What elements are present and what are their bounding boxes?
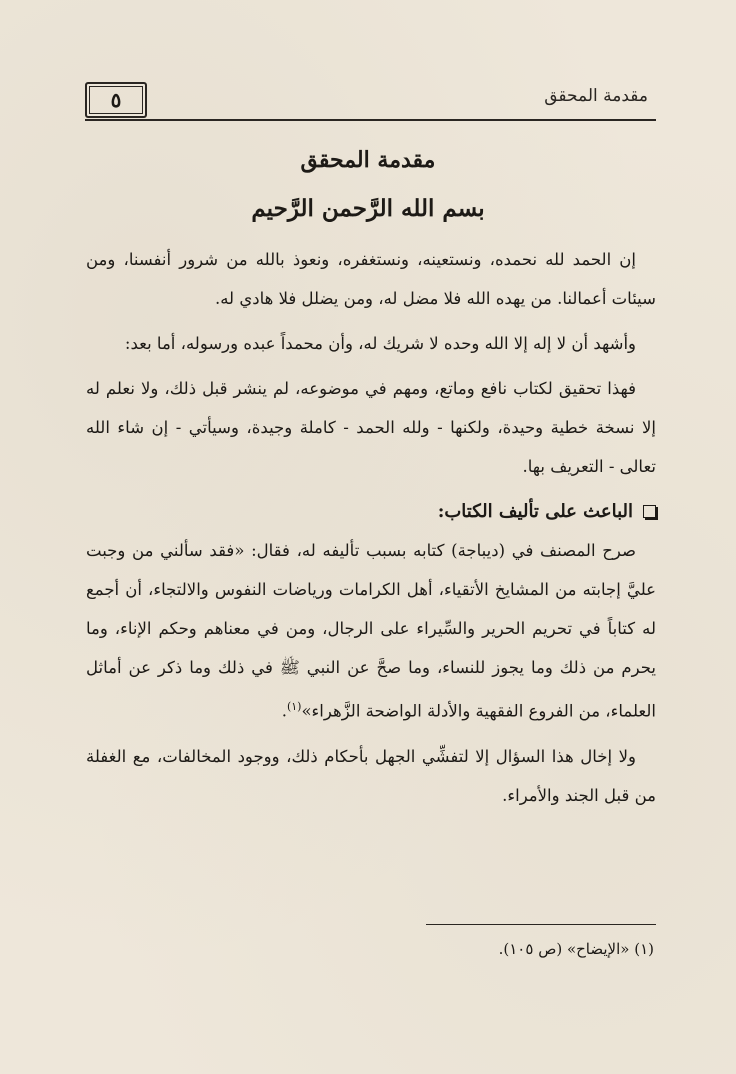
footnote: (١) «الإيضاح» (ص ١٠٥). bbox=[498, 940, 654, 958]
section-heading bbox=[86, 492, 656, 531]
section-paragraph-2: ولا إخال هذا السؤال إلا لتفشِّي الجهل بأحكام ذلك، ووجود المخالفات، مع الغفلة من قبل الجند والأمراء. bbox=[86, 746, 656, 805]
footnote-rule bbox=[426, 924, 656, 925]
body-text bbox=[86, 240, 656, 821]
header-rule bbox=[85, 119, 656, 121]
paragraph-3: فهذا تحقيق لكتاب نافع وماتع، ومهم في موضوعه، لم ينشر قبل ذلك، ولا نعلم له إلا نسخة خطية وحيدة، ولكنها - ولله الحمد - كاملة وجيدة، وسيأتي - إن شاء الله تعالى - التعريف بها. bbox=[86, 379, 656, 476]
chapter-title: مقدمة المحقق bbox=[300, 147, 436, 173]
section-paragraph-1-text: صرح المصنف في (ديباجة) كتابه بسبب تأليفه له، فقال: «فقد سألني من وجبت عليَّ إجابته من المشايخ الأتقياء، أهل الكرامات ورياضات النفوس والالتجاء، أن أجمع له كتاباً في تحريم الحرير والسِّيراء على الرجال، ومن في معناهم وحكم الإناء، وما يحرم من ذلك وما يجوز للنساء، وما صحَّ عن النبي ﷺ في ذلك وما ذكر عن أماثل العلماء، من الفروع الفقهية والأدلة الواضحة الزَّهراء» bbox=[86, 541, 656, 721]
paragraph-1: إن الحمد لله نحمده، ونستعينه، ونستغفره، ونعوذ بالله من شرور أنفسنا، ومن سيئات أعمالنا. من يهده الله فلا مضل له، ومن يضلل فلا هادي له. bbox=[86, 250, 656, 308]
footnote-ref: (١) bbox=[286, 700, 302, 713]
section-heading-text: الباعث على تأليف الكتاب: bbox=[437, 501, 633, 522]
paragraph-2: وأشهد أن لا إله إلا الله وحده لا شريك له، وأن محمداً عبده ورسوله، أما بعد: bbox=[124, 334, 636, 353]
section-paragraph-1: صرح المصنف في (ديباجة) كتابه بسبب تأليفه له، فقال: «فقد سألني من وجبت عليَّ إجابته من المشايخ الأتقياء، أهل الكرامات ورياضات النفوس والالتجاء، أن أجمع له كتاباً في تحريم الحرير والسِّيراء على الرجال، ومن في معناهم وحكم الإناء، وما يحرم من ذلك وما يجوز للنساء، وما صحَّ عن النبي ﷺ في ذلك وما ذكر عن أماثل العلماء، من الفروع الفقهية والأدلة الواضحة الزَّهراء»$^{(١)}$. bbox=[86, 541, 656, 721]
page-number: ٥ bbox=[85, 82, 147, 118]
square-bullet-icon bbox=[643, 505, 656, 518]
basmala: بسم الله الرَّحمن الرَّحيم bbox=[251, 195, 485, 222]
running-head: مقدمة المحقق bbox=[544, 86, 648, 106]
